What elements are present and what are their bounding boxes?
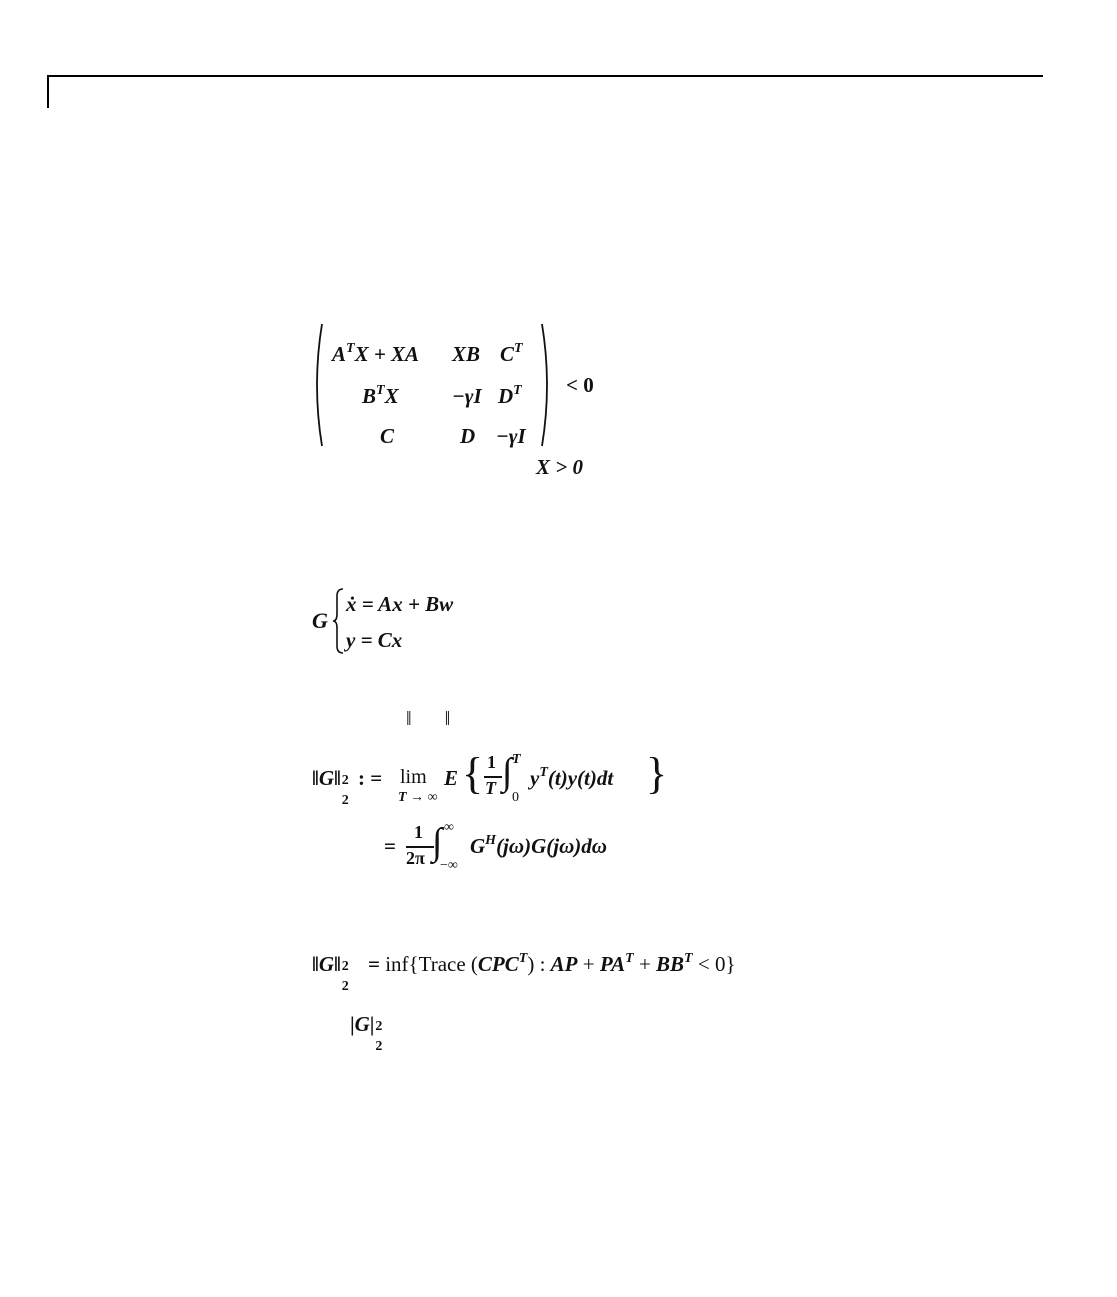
limit-operator: lim <box>400 766 427 788</box>
limit-subscript: T → ∞ <box>398 790 438 805</box>
equals-sign: = <box>384 834 396 858</box>
integral-upper-limit: T <box>512 752 521 767</box>
two-pi-denominator: 2π <box>406 848 425 868</box>
norm-symbol-fragment: ‖ ‖ <box>406 708 465 730</box>
matrix-cell-2-1: $B^TX$ <box>362 383 399 408</box>
matrix-cell-3-1: C <box>380 424 395 448</box>
page-top-rule <box>47 75 1043 77</box>
inline-norm: |G| 2 2 <box>350 1012 383 1054</box>
integrand: $y^T(t)y(t)dt$ <box>530 765 614 790</box>
positivity-constraint: X > 0 <box>536 455 583 479</box>
matrix-left-paren <box>310 322 324 448</box>
matrix-cell-1-3: $C^T$ <box>500 341 523 366</box>
integral-sign: ∫ <box>502 751 513 793</box>
matrix-cell-2-2: −γI <box>452 384 482 408</box>
integral-lower-limit: 0 <box>512 790 519 805</box>
matrix-right-paren <box>540 322 554 448</box>
integral2-lower-limit: −∞ <box>440 858 458 873</box>
h2-lmi-rhs: = inf{Trace $(CPC^T)$ : AP + $PA^T + BB^T < 0$} <box>368 951 736 976</box>
output-equation: y = Cx <box>346 628 403 652</box>
page-left-rule <box>47 75 49 108</box>
system-name: G <box>312 608 328 633</box>
matrix-cell-1-2: XB <box>452 342 481 366</box>
integral-sign-2: ∫ <box>432 821 443 863</box>
matrix-cell-3-2: D <box>460 424 476 448</box>
expectation-symbol: E <box>444 766 459 790</box>
system-brace <box>332 588 344 654</box>
fraction-denominator: T <box>485 778 496 798</box>
state-equation: ẋ = Ax + Bw <box>346 592 454 616</box>
matrix-cell-3-3: −γI <box>496 424 526 448</box>
frequency-integrand: $G^H(j\omega)G(j\omega)d\omega$ <box>470 833 607 858</box>
two-pi-numerator: 1 <box>414 822 423 842</box>
expectation-right-brace: } <box>646 749 668 798</box>
expectation-left-brace: { <box>462 749 484 798</box>
integral2-upper-limit: ∞ <box>444 820 454 835</box>
matrix-cell-1-1: $A^TX$ + XA <box>332 341 420 366</box>
lmi-relation: < 0 <box>566 373 594 397</box>
fraction-numerator: 1 <box>487 752 496 772</box>
h2-lhs: ‖G‖ 2 2 : = <box>312 766 383 808</box>
h2-lmi-lhs: ‖G‖ 2 2 <box>312 952 349 994</box>
matrix-cell-2-3: $D^T$ <box>498 383 522 408</box>
